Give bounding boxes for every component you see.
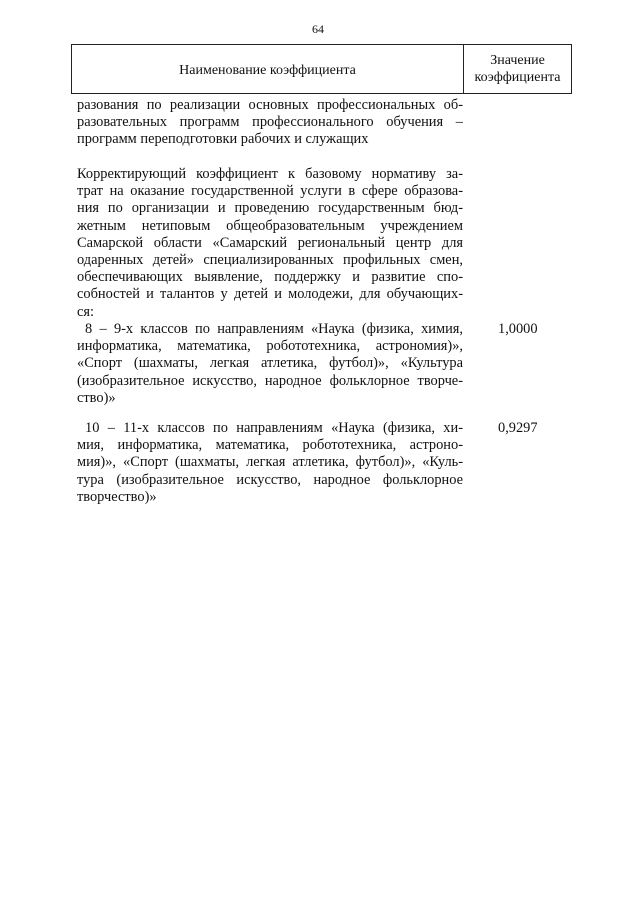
text-line: трат на оказание государственной услуги в сфере образова- <box>77 183 463 200</box>
text-line: одаренных детей» специализированных профильных смен, <box>77 251 463 268</box>
text-line: 10 – 11-х классов по направлениям «Наука (физика, хи- <box>85 420 463 436</box>
text-line: ство)» <box>77 389 116 406</box>
column-header-value <box>464 45 571 93</box>
text-line: Самарской области «Самарский региональный центр для <box>77 234 463 251</box>
coefficient-row-grades-10-11 <box>77 420 463 506</box>
text-line: ся: <box>77 303 95 320</box>
text-line: разования по реализации основных профессиональных об- <box>77 97 463 113</box>
text-line: мия)», «Спорт (шахматы, легкая атлетика, футбол)», «Куль- <box>77 454 463 471</box>
column-header-name: Наименование коэффициента <box>72 45 464 93</box>
text-line: мия, информатика, математика, робототехника, астроно- <box>77 437 463 454</box>
coefficient-value: 1,0000 <box>498 321 538 337</box>
text-line: собностей и талантов у детей и молодежи, для обучающих- <box>77 286 463 303</box>
text-line: информатика, математика, робототехника, астрономия)», <box>77 338 463 355</box>
coefficient-row-grades-8-9 <box>77 321 463 407</box>
coefficient-value: 0,9297 <box>498 420 538 436</box>
text-line: тура (изобразительное искусство, народное фольклорное <box>77 471 463 488</box>
text-line: Корректирующий коэффициент к базовому нормативу за- <box>77 166 463 182</box>
text-line: обеспечивающих выявление, поддержку и развитие спо- <box>77 269 463 286</box>
text-line: жетным нетиповым общеобразовательным учреждением <box>77 217 463 234</box>
text-line: ния по организации и проведению государственным бюд- <box>77 200 463 217</box>
text-line: «Спорт (шахматы, легкая атлетика, футбол)», «Культура <box>77 355 463 372</box>
text-line: творчество)» <box>77 488 157 505</box>
column-header-value-line1: Значение <box>490 53 545 68</box>
corrective-paragraph <box>77 166 463 321</box>
page-number: 64 <box>312 22 324 36</box>
continuation-paragraph <box>77 97 463 149</box>
text-line: разовательных программ профессионального обучения – <box>77 114 463 131</box>
text-line: (изобразительное искусство, народное фольклорное творче- <box>77 372 463 389</box>
text-line: программ переподготовки рабочих и служащих <box>77 131 369 148</box>
column-header-value-line2: коэффициента <box>474 70 561 85</box>
table-header <box>71 44 572 94</box>
text-line: 8 – 9-х классов по направлениям «Наука (физика, химия, <box>85 321 463 337</box>
